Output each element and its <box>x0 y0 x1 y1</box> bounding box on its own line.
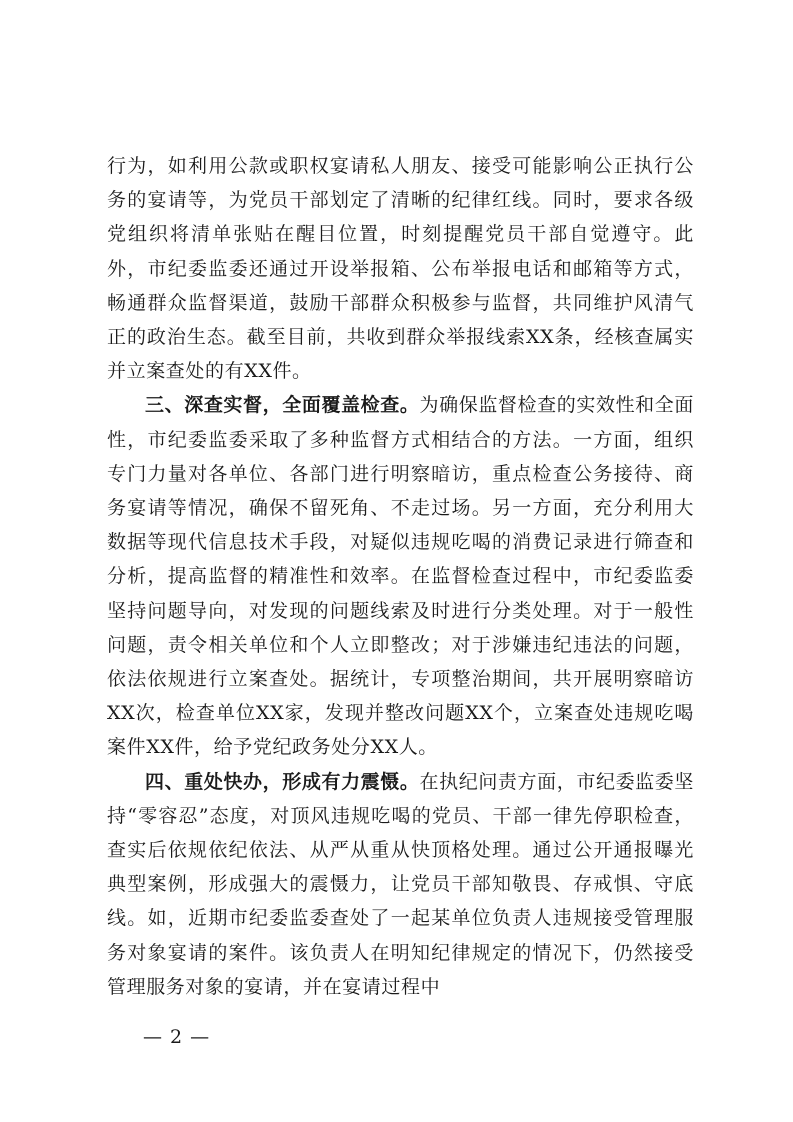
paragraph-section-three <box>107 388 694 764</box>
paragraph-text: 行为，如利用公款或职权宴请私人朋友、接受可能影响公正执行公务的宴请等，为党员干部划定了清晰的纪律红线。同时，要求各级党组织将清单张贴在醒目位置，时刻提醒党员干部自觉遵守。此外，市纪委监委还通过开设举报箱、公布举报电话和邮箱等方式，畅通群众监督渠道，鼓励干部群众积极参与监督，共同维护风清气正的政治生态。截至目前，共收到群众举报线索XX条，经核查属实并立案查处的有XX件。 <box>107 155 694 383</box>
section-heading-four: 四、重处快办，形成有力震慑。 <box>145 770 420 793</box>
paragraph-section-four <box>107 765 694 1004</box>
section-heading-three: 三、深查实督，全面覆盖检查。 <box>145 394 420 417</box>
page-number: — 2 — <box>143 1026 211 1048</box>
document-body <box>107 149 694 1004</box>
paragraph-text: 在执纪问责方面，市纪委监委坚持“零容忍”态度，对顶风违规吃喝的党员、干部一律先停职检查，查实后依规依纪依法、从严从重从快顶格处理。通过公开通报曝光典型案例，形成强大的震慑力，让党员干部知敬畏、存戒惧、守底线。如，近期市纪委监委查处了一起某单位负责人违规接受管理服务对象宴请的案件。该负责人在明知纪律规定的情况下，仍然接受管理服务对象的宴请，并在宴请过程中 <box>107 770 694 998</box>
paragraph-continuation <box>107 149 694 388</box>
paragraph-text: 为确保监督检查的实效性和全面性，市纪委监委采取了多种监督方式相结合的方法。一方面，组织专门力量对各单位、各部门进行明察暗访，重点检查公务接待、商务宴请等情况，确保不留死角、不走过场。另一方面，充分利用大数据等现代信息技术手段，对疑似违规吃喝的消费记录进行筛查和分析，提高监督的精准性和效率。在监督检查过程中，市纪委监委坚持问题导向，对发现的问题线索及时进行分类处理。对于一般性问题，责令相关单位和个人立即整改；对于涉嫌违纪违法的问题，依法依规进行立案查处。据统计，专项整治期间，共开展明察暗访XX次，检查单位XX家，发现并整改问题XX个，立案查处违规吃喝案件XX件，给予党纪政务处分XX人。 <box>107 394 694 759</box>
